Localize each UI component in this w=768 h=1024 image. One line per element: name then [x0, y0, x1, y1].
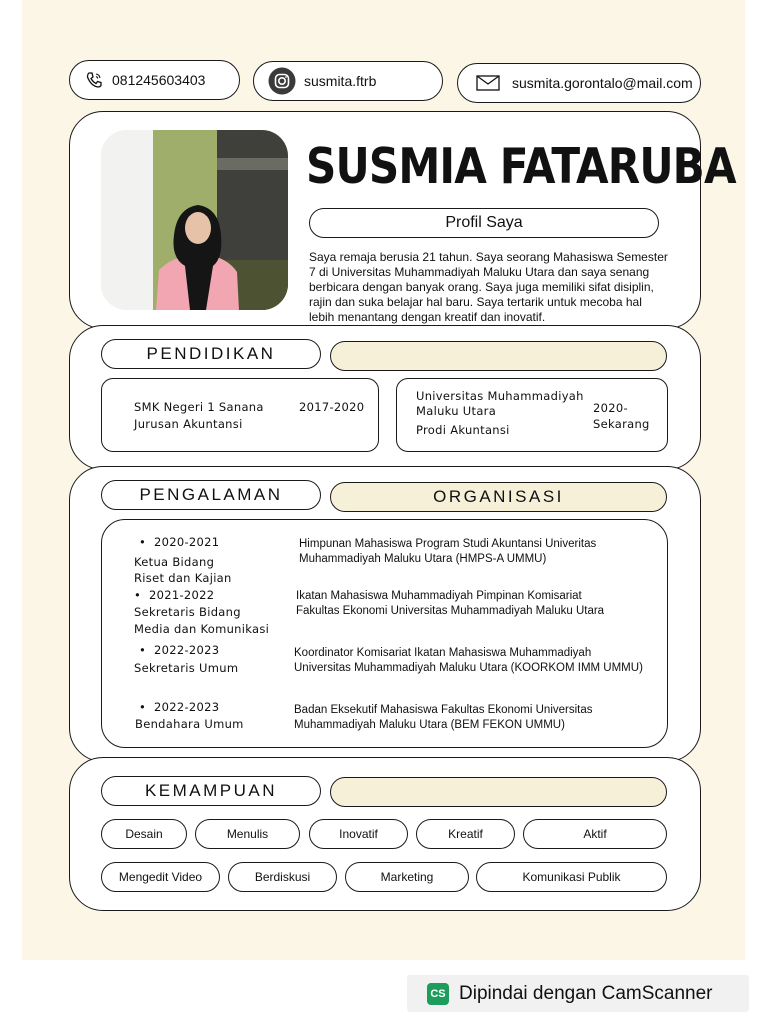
exp1-role-line1: Ketua Bidang	[134, 555, 215, 569]
profile-text-line-2: 7 di Universitas Muhammadiyah Maluku Utara dan saya senang	[309, 265, 650, 279]
email-contact	[457, 63, 701, 103]
phone-contact	[69, 60, 240, 100]
exp3-org-line1: Koordinator Komisariat Ikatan Mahasiswa Muhammadiyah	[294, 647, 592, 659]
skill-kreatif: Kreatif	[416, 819, 515, 849]
exp2-org-line1: Ikatan Mahasiswa Muhammadiyah Pimpinan Komisariat	[296, 590, 582, 602]
school1-years: 2017-2020	[299, 400, 365, 414]
profile-photo	[101, 130, 288, 310]
instagram-handle: susmita.ftrb	[304, 73, 377, 89]
school2-years-line2: Sekarang	[593, 417, 650, 431]
experience-heading: PENGALAMAN	[101, 480, 321, 510]
phone-number: 081245603403	[112, 72, 206, 88]
exp1-org-line1: Himpunan Mahasiswa Program Studi Akuntansi Univeritas	[299, 538, 597, 550]
skills-heading: KEMAMPUAN	[101, 776, 321, 806]
camscanner-logo-text: CS	[430, 987, 446, 1000]
school2-name-line2: Maluku Utara	[416, 404, 497, 418]
profile-text-line-4: rajin dan suka belajar hal baru. Saya tertarik untuk mecoba hal	[309, 295, 642, 309]
skill-komunikasi-publik: Komunikasi Publik	[476, 862, 667, 892]
instagram-icon	[268, 67, 296, 95]
skill-berdiskusi: Berdiskusi	[228, 862, 337, 892]
education-heading: PENDIDIKAN	[101, 339, 321, 369]
phone-icon	[84, 70, 104, 90]
skill-mengedit-video: Mengedit Video	[101, 862, 220, 892]
instagram-contact	[253, 61, 443, 101]
profile-text-line-1: Saya remaja berusia 21 tahun. Saya seorang Mahasiswa Semester	[309, 250, 668, 264]
school2-years-line1: 2020-	[593, 401, 628, 415]
camscanner-logo	[427, 983, 449, 1005]
skill-aktif: Aktif	[523, 819, 667, 849]
exp1-years-text: 2020-2021	[154, 535, 220, 549]
skill-inovatif: Inovatif	[309, 819, 408, 849]
camscanner-text: Dipindai dengan CamScanner	[459, 982, 713, 1004]
exp3-years: • 2022-2023	[139, 643, 220, 657]
exp2-org-line2: Fakultas Ekonomi Universitas Muhammadiyah Maluku Utara	[296, 605, 605, 617]
exp2-years: • 2021-2022	[134, 588, 215, 602]
exp4-years-text: 2022-2023	[154, 700, 220, 714]
profile-heading-text: Profil Saya	[445, 214, 523, 231]
education-accent-bar	[330, 341, 667, 371]
exp3-role-line1: Sekretaris Umum	[134, 661, 239, 675]
school1-name: SMK Negeri 1 Sanana	[134, 400, 264, 414]
profile-text-line-5: lebih menantang dengan kreatif dan inovatif.	[309, 310, 546, 324]
profile-text-line-3: berbicara dengan banyak orang. Saya juga memiliki sifat disiplin,	[309, 280, 654, 294]
exp2-role-line2: Media dan Komunikasi	[134, 622, 270, 636]
skill-desain: Desain	[101, 819, 187, 849]
skill-marketing: Marketing	[345, 862, 469, 892]
skills-accent-bar	[330, 777, 667, 807]
exp4-org-line2: Muhammadiyah Maluku Utara (BEM FEKON UMMU)	[294, 719, 565, 731]
full-name: SUSMIA FATARUBA	[306, 138, 736, 195]
education-box-1	[101, 378, 379, 452]
exp2-role-line1: Sekretaris Bidang	[134, 605, 241, 619]
camscanner-watermark	[407, 975, 749, 1012]
exp4-years: • 2022-2023	[139, 700, 220, 714]
exp1-org-line2: Muhammadiyah Maluku Utara (HMPS-A UMMU)	[299, 553, 547, 565]
organization-heading: ORGANISASI	[330, 482, 667, 512]
mail-icon	[476, 75, 500, 91]
school1-major: Jurusan Akuntansi	[134, 417, 243, 431]
exp2-years-text: 2021-2022	[149, 588, 215, 602]
skill-menulis: Menulis	[195, 819, 300, 849]
profile-heading	[309, 208, 659, 238]
exp4-role-line1: Bendahara Umum	[135, 717, 244, 731]
exp3-org-line2: Universitas Muhammadiyah Maluku Utara (KOORKOM IMM UMMU)	[294, 662, 643, 674]
exp4-org-line1: Badan Eksekutif Mahasiswa Fakultas Ekonomi Universitas	[294, 704, 593, 716]
exp1-role-line2: Riset dan Kajian	[134, 571, 232, 585]
school2-major: Prodi Akuntansi	[416, 423, 510, 437]
exp3-years-text: 2022-2023	[154, 643, 220, 657]
exp1-years: • 2020-2021	[139, 535, 220, 549]
email-address: susmita.gorontalo@mail.com	[512, 75, 693, 91]
school2-name-line1: Universitas Muhammadiyah	[416, 389, 584, 403]
